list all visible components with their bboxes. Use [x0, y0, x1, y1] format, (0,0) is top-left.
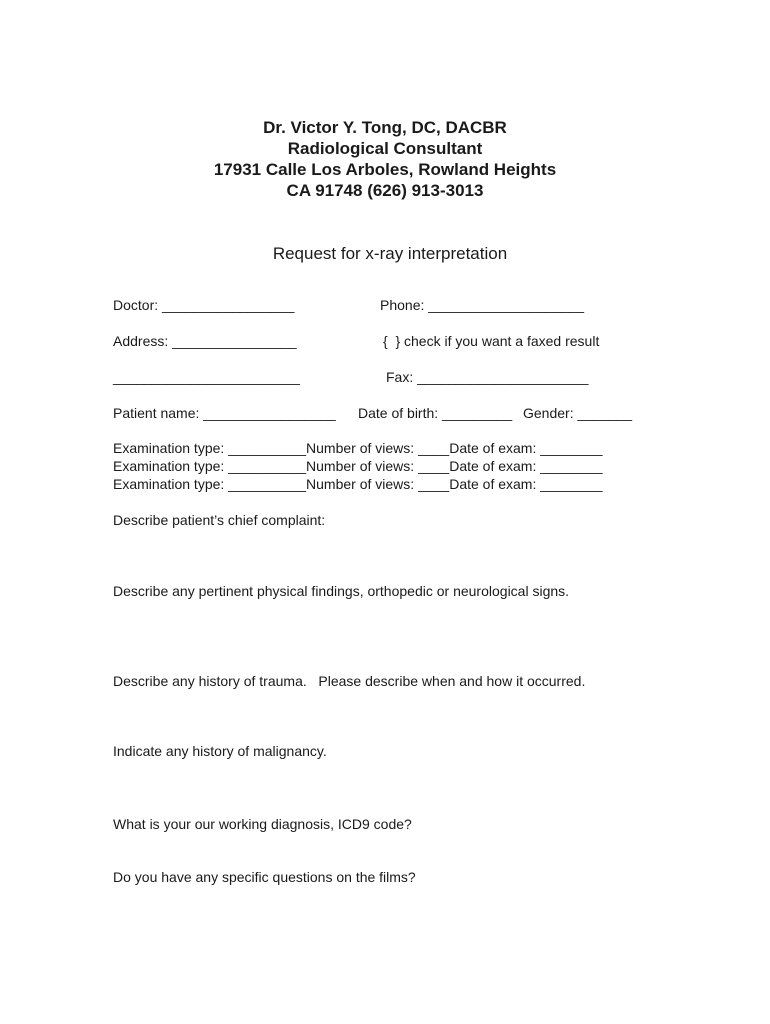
doctor-role: Radiological Consultant	[287, 139, 483, 158]
phone-field[interactable]: Phone: ____________________	[380, 297, 584, 313]
form-title: Request for x-ray interpretation	[272, 244, 508, 263]
chief-complaint-question: Describe patient’s chief complaint:	[113, 512, 326, 528]
city-phone: CA 91748 (626) 913-3013	[286, 181, 484, 200]
trauma-history-question: Describe any history of trauma. Please describe when and how it occurred.	[113, 673, 586, 689]
exam-row-1[interactable]: Examination type: __________Number of views: ____Date of exam: ________	[113, 440, 603, 456]
dob-field[interactable]: Date of birth: _________	[358, 405, 513, 421]
doctor-field[interactable]: Doctor: _________________	[113, 297, 295, 313]
malignancy-question: Indicate any history of malignancy.	[113, 743, 327, 759]
exam-row-2[interactable]: Examination type: __________Number of views: ____Date of exam: ________	[113, 458, 603, 474]
street-address: 17931 Calle Los Arboles, Rowland Heights	[213, 160, 557, 179]
doctor-name: Dr. Victor Y. Tong, DC, DACBR	[263, 118, 507, 137]
address-field[interactable]: Address: ________________	[113, 333, 297, 349]
patient-name-field[interactable]: Patient name: _________________	[113, 405, 336, 421]
exam-row-3[interactable]: Examination type: __________Number of views: ____Date of exam: ________	[113, 476, 603, 492]
address-line2-field[interactable]: ________________________	[113, 369, 300, 385]
fax-result-checkbox[interactable]: { } check if you want a faxed result	[383, 333, 600, 349]
films-question: Do you have any specific questions on the films?	[113, 869, 416, 885]
gender-field[interactable]: Gender: _______	[523, 405, 632, 421]
fax-field[interactable]: Fax: ______________________	[386, 369, 589, 385]
diagnosis-question: What is your our working diagnosis, ICD9 code?	[113, 816, 412, 832]
physical-findings-question: Describe any pertinent physical findings, orthopedic or neurological signs.	[113, 583, 570, 599]
